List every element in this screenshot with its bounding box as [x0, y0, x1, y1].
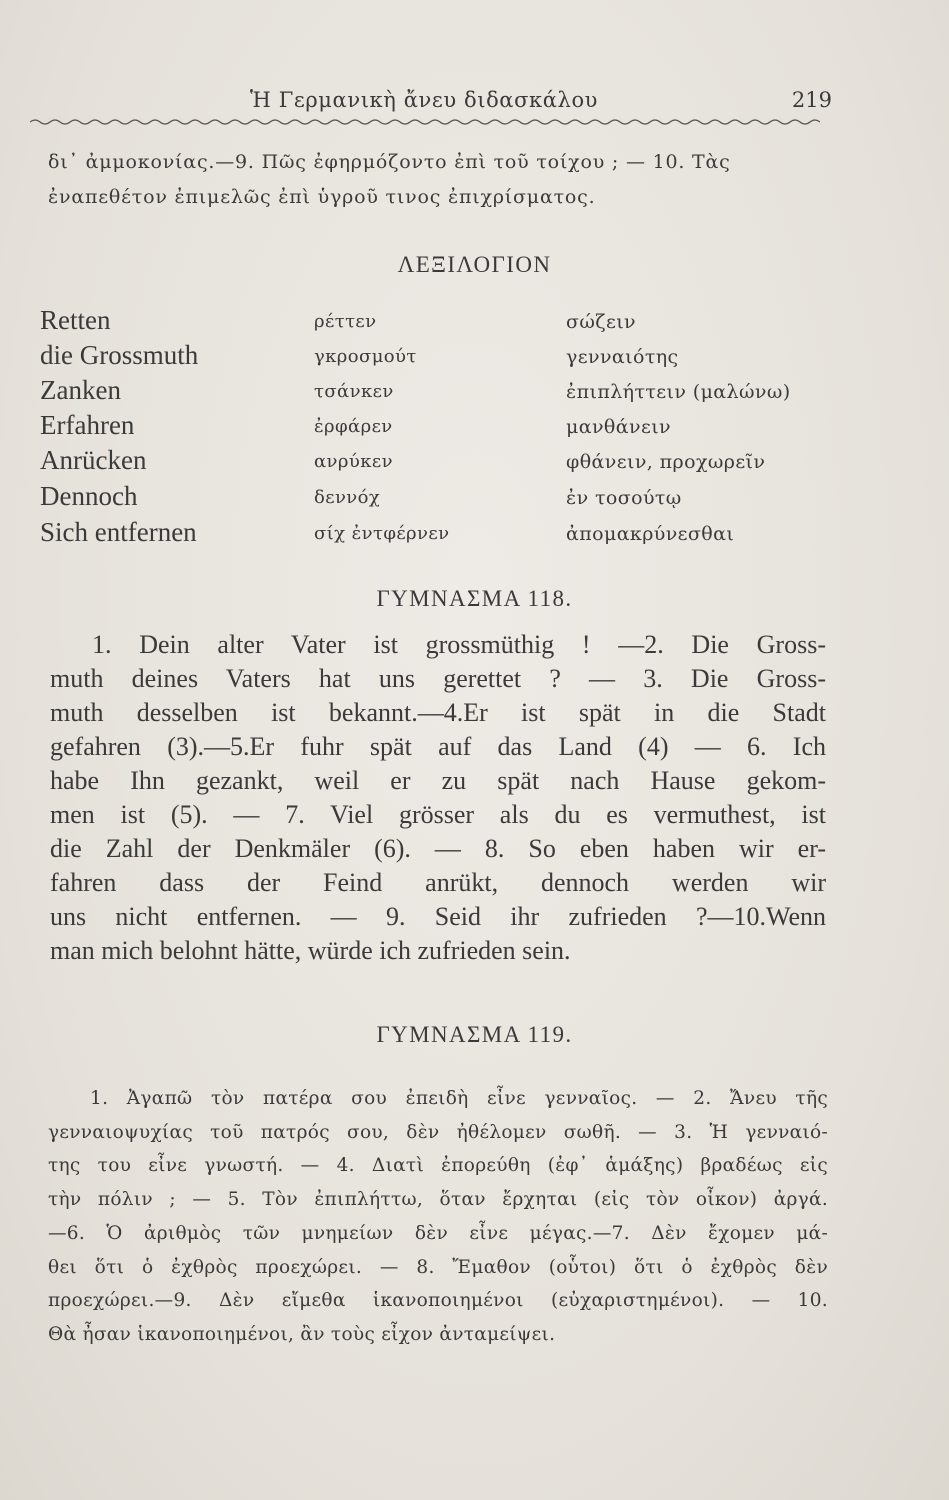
page-number: 219 — [791, 88, 832, 112]
exercise-118-line: men ist (5). — 7. Viel grösser als du es vermuthest, ist — [50, 800, 826, 829]
intro-line: δι᾽ ἀμμοκονίας.—9. Πῶς ἐφηρμόζοντο ἐπὶ τοῦ τοίχου ; — 10. Τὰς — [48, 151, 731, 173]
exercise-118-line: die Zahl der Denkmäler (6). — 8. So eben haben wir er- — [50, 834, 826, 863]
lexicon-greek: φθάνειν, προχωρεῖν — [566, 451, 766, 473]
lexicon-transliteration: τσάνκεν — [314, 381, 394, 402]
lexicon-greek: ἀπομακρύνεσθαι — [566, 523, 735, 545]
lexicon-german: Sich entfernen — [40, 517, 197, 547]
lexicon-transliteration: δεννόχ — [314, 487, 381, 508]
exercise-118-line: 1. Dein alter Vater ist grossmüthig ! —2. Die Gross- — [92, 630, 826, 659]
lexicon-greek: ἐπιπλήττειν (μαλώνω) — [566, 381, 791, 403]
lexicon-row — [40, 410, 840, 446]
lexicon-row — [40, 305, 840, 341]
lexicon-row — [40, 481, 840, 517]
exercise-118-line: fahren dass der Feind anrükt, dennoch werden wir — [50, 868, 826, 897]
exercise-119-line: —6. Ὁ ἀριθμὸς τῶν μνημείων δὲν εἶνε μέγας.—7. Δὲν ἔχομεν μά- — [48, 1222, 828, 1244]
exercise-118-text — [50, 628, 826, 968]
lexicon-transliteration: ἐρφάρεν — [314, 416, 393, 437]
lexicon-greek: μανθάνειν — [566, 416, 671, 438]
lexicon-german: Retten — [40, 305, 111, 335]
lexicon-german: die Grossmuth — [40, 340, 199, 370]
intro-line: ἐναπεθέτον ἐπιμελῶς ἐπὶ ὑγροῦ τινος ἐπιχρίσματος. — [48, 186, 596, 208]
exercise-118-line: muth deines Vaters hat uns gerettet ? — 3. Die Gross- — [50, 664, 826, 693]
lexicon-german: Anrücken — [40, 445, 147, 475]
exercise-118-line: habe Ihn gezankt, weil er zu spät nach Hause gekom- — [50, 766, 826, 795]
running-title: Ἡ Γερμανικὴ ἄνευ διδασκάλου — [250, 88, 599, 112]
exercise-119-line: της του εἶνε γνωστή. — 4. Διατὶ ἐπορεύθη (ἐφ᾽ ἁμάξης) βραδέως εἰς — [48, 1155, 828, 1177]
lexicon-row — [40, 517, 840, 553]
lexicon-row — [40, 375, 840, 411]
exercise-119-title: ΓΥΜΝΑΣΜΑ 119. — [376, 1022, 573, 1047]
exercise-118-title: ΓΥΜΝΑΣΜΑ 118. — [376, 586, 573, 611]
lexicon-german: Zanken — [40, 375, 121, 405]
page-header — [40, 86, 832, 122]
exercise-119-text — [48, 1082, 828, 1352]
lexicon-title: ΛΕΞΙΛΟΓΙΟΝ — [397, 252, 552, 277]
exercise-118-line: muth desselben ist bekannt.—4.Er ist spät in die Stadt — [50, 698, 826, 727]
exercise-118-line: man mich belohnt hätte, würde ich zufrieden sein. — [50, 936, 571, 965]
lexicon-greek: γενναιότης — [566, 346, 679, 368]
lexicon-greek: σώζειν — [566, 311, 637, 333]
lexicon-row — [40, 340, 840, 376]
lexicon-transliteration: γκροσμούτ — [314, 346, 417, 367]
exercise-119-line: Θὰ ἦσαν ἱκανοποιημένοι, ἂν τοὺς εἶχον ἀνταμείψει. — [48, 1323, 556, 1345]
lexicon-transliteration: ανρύκεν — [314, 451, 393, 472]
exercise-118-line: uns nicht entfernen. — 9. Seid ihr zufrieden ?—10.Wenn — [50, 902, 826, 931]
lexicon-german: Erfahren — [40, 410, 135, 440]
lexicon-transliteration: σίχ ἐντφέρνεν — [314, 523, 450, 544]
exercise-119-line: γενναιοψυχίας τοῦ πατρός σου, δὲν ἠθέλομεν σωθῆ. — 3. Ἡ γενναιό- — [48, 1121, 828, 1143]
exercise-119-line: θει ὅτι ὁ ἐχθρὸς προεχώρει. — 8. Ἔμαθον (οὗτοι) ὅτι ὁ ἐχθρὸς δὲν — [48, 1256, 828, 1278]
exercise-119-line: προεχώρει.—9. Δὲν εἴμεθα ἱκανοποιημένοι (εὐχαριστημένοι). — 10. — [48, 1290, 828, 1312]
lexicon-row — [40, 445, 840, 481]
lexicon-transliteration: ρέττεν — [314, 311, 377, 332]
exercise-118-line: gefahren (3).—5.Er fuhr spät auf das Land (4) — 6. Ich — [50, 732, 826, 761]
lexicon-greek: ἐν τοσούτῳ — [566, 487, 682, 509]
exercise-119-line: τὴν πόλιν ; — 5. Τὸν ἐπιπλήττω, ὅταν ἔρχηται (εἰς τὸν οἶκον) ἀργά. — [48, 1189, 828, 1211]
exercise-119-line: 1. Ἀγαπῶ τὸν πατέρα σου ἐπειδὴ εἶνε γενναῖος. — 2. Ἄνευ τῆς — [90, 1088, 828, 1109]
intro-text — [48, 145, 828, 215]
lexicon-german: Dennoch — [40, 481, 138, 511]
header-wavy-rule — [30, 118, 820, 126]
